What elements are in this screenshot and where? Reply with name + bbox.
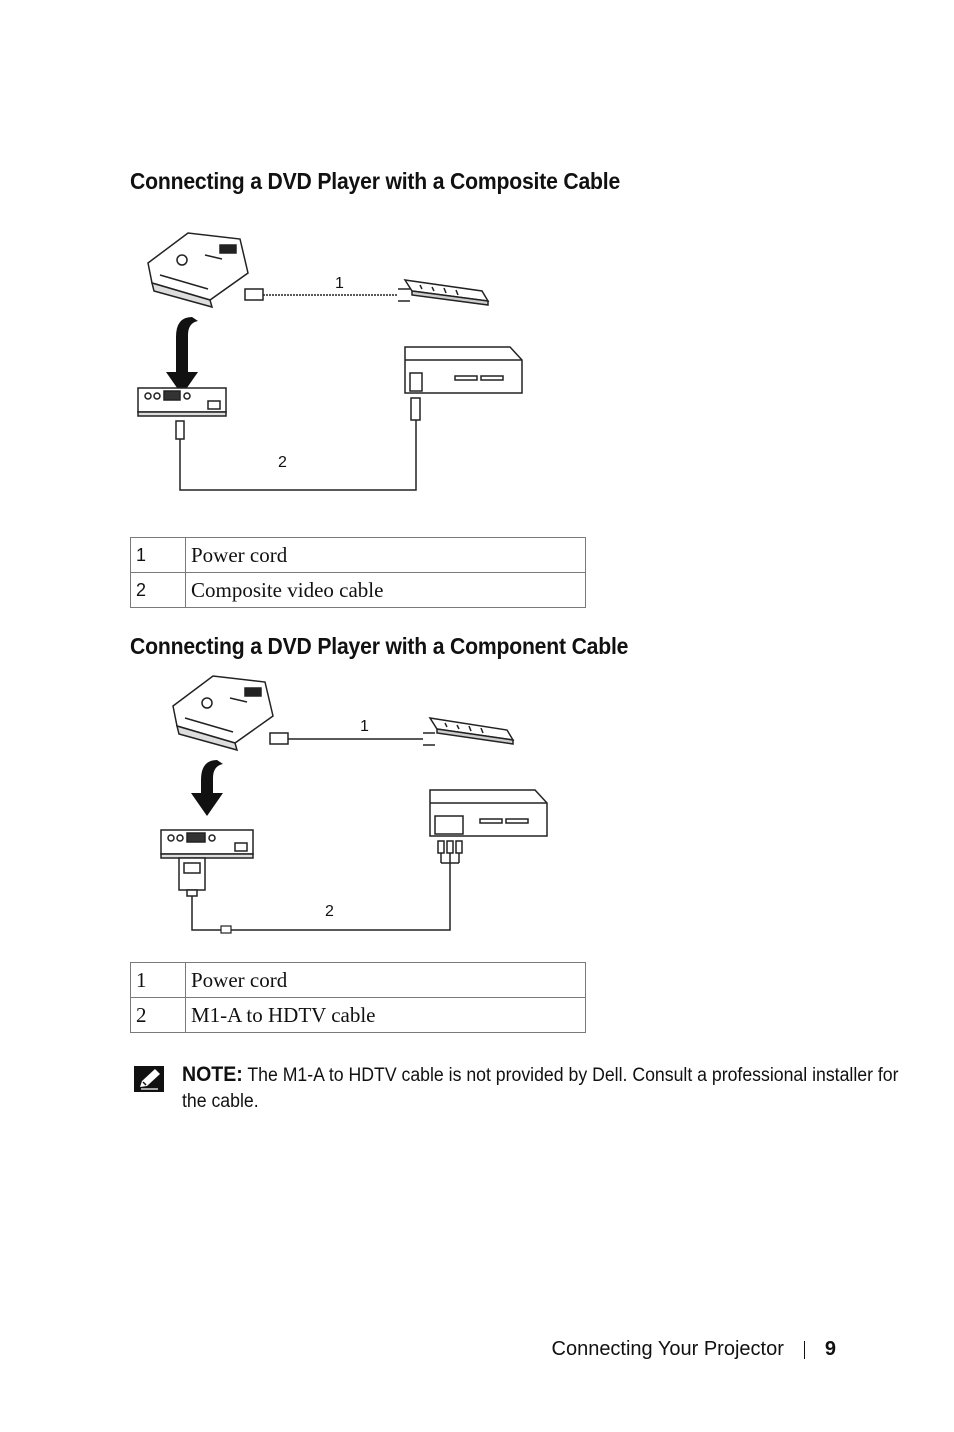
projector-illustration — [148, 233, 248, 307]
down-arrow-icon — [191, 760, 223, 816]
power-cord — [245, 289, 410, 301]
table-row — [131, 998, 586, 1033]
section-heading-composite: Connecting a DVD Player with a Composite Cable — [130, 168, 621, 194]
section-heading-component: Connecting a DVD Player with a Component Cable — [130, 633, 629, 659]
legend-description: Power cord — [186, 538, 586, 573]
m1-a-connector — [179, 858, 205, 896]
footer-divider — [804, 1341, 805, 1359]
page-number: 9 — [824, 1338, 836, 1360]
power-strip — [405, 280, 488, 305]
note-text — [182, 1062, 917, 1115]
footer-section-title: Connecting Your Projector — [551, 1338, 784, 1360]
dvd-player-illustration — [430, 790, 547, 853]
projector-back-panel — [161, 830, 253, 858]
projector-illustration — [173, 676, 273, 750]
power-cord — [270, 733, 435, 745]
cable-label-2: 2 — [325, 903, 334, 920]
component-connection-diagram — [155, 668, 575, 943]
cable-label-1: 1 — [360, 718, 369, 735]
cable-label-1: 1 — [335, 275, 344, 292]
legend-number: 1 — [131, 963, 186, 998]
composite-connection-diagram — [130, 225, 550, 500]
legend-number: 2 — [131, 998, 186, 1033]
m1-a-to-hdtv-cable — [192, 853, 450, 930]
legend-description: M1-A to HDTV cable — [186, 998, 586, 1033]
dvd-player-illustration — [405, 347, 522, 420]
legend-number: 1 — [131, 538, 186, 573]
note-block — [130, 1062, 899, 1115]
projector-back-panel — [138, 388, 226, 439]
legend-table-component — [130, 962, 586, 1033]
legend-table-composite — [130, 537, 586, 608]
legend-description: Power cord — [186, 963, 586, 998]
table-row — [131, 963, 586, 998]
legend-description: Composite video cable — [186, 573, 586, 608]
cable-label-2: 2 — [278, 454, 287, 471]
page-footer — [552, 1338, 837, 1361]
down-arrow-icon — [166, 317, 198, 395]
power-strip — [430, 718, 513, 744]
pencil-note-icon — [134, 1066, 164, 1092]
composite-video-cable — [180, 420, 416, 490]
legend-number: 2 — [131, 573, 186, 608]
table-row — [131, 538, 586, 573]
table-row — [131, 573, 586, 608]
note-body: The M1-A to HDTV cable is not provided by Dell. Consult a professional installer for the cable. — [182, 1065, 899, 1112]
note-label: NOTE: — [182, 1063, 243, 1086]
